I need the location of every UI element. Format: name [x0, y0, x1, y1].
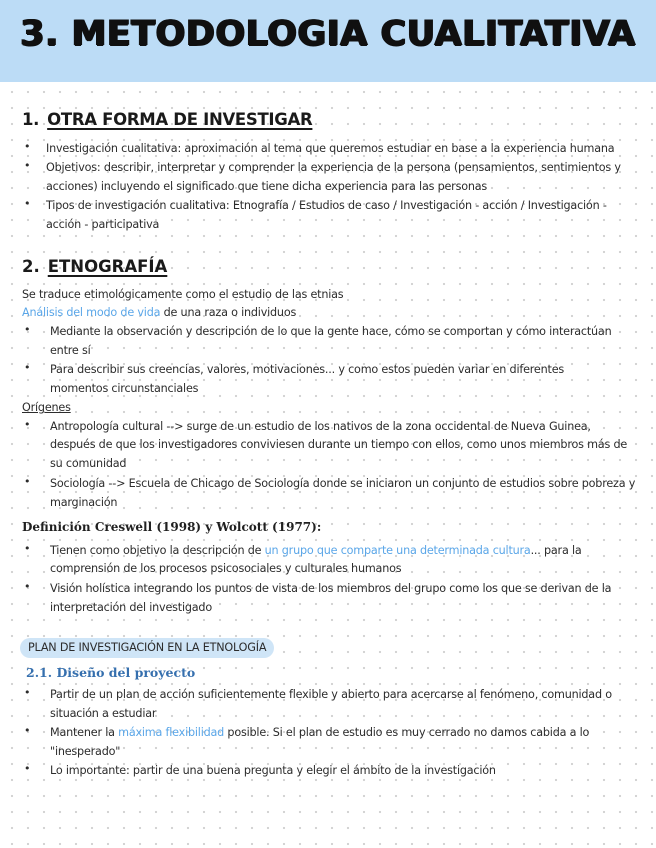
bullet-icon: •: [24, 475, 31, 488]
list-item-text: Mediante la observación y descripción de lo que la gente hace, cómo se comportan y cómo interactúan: [50, 325, 612, 338]
text-segment: ... para la: [530, 544, 582, 557]
list-item-text: entre sí: [50, 344, 91, 357]
bullet-icon: •: [24, 418, 31, 431]
text-segment: Tienen como objetivo la descripción de: [50, 544, 265, 557]
list-item-text: "inesperado": [50, 745, 121, 758]
text-segment: Mantener la: [50, 726, 119, 739]
bullet-icon: •: [24, 686, 31, 699]
section-title: ETNOGRAFÍA: [47, 257, 168, 276]
list-item-text: [50, 725, 589, 740]
list-item-text: Tipos de investigación cualitativa: Etnografía / Estudios de caso / Investigación - acción / Investigación -: [46, 199, 607, 212]
bullet-icon: •: [24, 361, 31, 374]
bullet-icon: •: [24, 140, 31, 153]
bullet-icon: •: [24, 542, 31, 555]
section-number: 1.: [22, 110, 40, 129]
highlight-text: un grupo que comparte una determinada cultura: [264, 544, 531, 557]
highlight-text: máxima flexibilidad: [118, 726, 225, 739]
section-heading-2: [22, 257, 167, 276]
origins-label: Orígenes: [22, 401, 71, 414]
bullet-icon: •: [24, 159, 31, 172]
list-item-text: momentos circunstanciales: [50, 382, 199, 395]
section-heading-1: [22, 110, 312, 129]
bullet-icon: •: [24, 323, 31, 336]
list-item-text: [50, 543, 582, 558]
list-item-text: Antropología cultural --> surge de un estudio de los nativos de la zona occidental de Nueva Guinea,: [50, 420, 591, 433]
section-number: 2.: [22, 257, 40, 276]
bullet-icon: •: [24, 762, 31, 775]
list-item-text: su comunidad: [50, 457, 127, 470]
list-item-text: acción - participativa: [46, 218, 160, 231]
list-item-text: después de que los investigadores conviviesen durante un tiempo con ellos, como unos miembros más de: [50, 438, 628, 451]
highlight-text: Análisis del modo de vida: [22, 306, 161, 319]
section-title: OTRA FORMA DE INVESTIGAR: [47, 110, 313, 129]
title-banner: [0, 0, 656, 82]
subsection-heading: 2.1. Diseño del proyecto: [26, 665, 196, 680]
list-item-text: interpretación del investigado: [50, 601, 212, 614]
list-item-text: situación a estudiar: [50, 707, 157, 720]
list-item-text: Para describir sus creencias, valores, motivaciones... y como estos pueden variar en diferentes: [50, 363, 565, 376]
list-item-text: Partir de un plan de acción suficientemente flexible y abierto para acercarse al fenómeno, comunidad o: [50, 688, 612, 701]
list-item-text: Investigación cualitativa: aproximación al tema que queremos estudiar en base a la experiencia humana: [46, 142, 615, 155]
list-item-text: marginación: [50, 496, 118, 509]
page-title: 3. METODOLOGIA CUALITATIVA: [20, 14, 636, 54]
list-item-text: Objetivos: describir, interpretar y comprender la experiencia de la persona (pensamientos, sentimientos y: [46, 161, 621, 174]
list-item-text: Visión holística integrando los puntos de vista de los miembros del grupo como los que se derivan de la: [50, 582, 612, 595]
definition-heading: Definición Creswell (1998) y Wolcott (1977):: [22, 520, 322, 534]
bullet-icon: •: [24, 580, 31, 593]
bullet-icon: •: [24, 724, 31, 737]
analysis-rest: de una raza o individuos: [160, 306, 297, 319]
analysis-line: [22, 305, 296, 320]
list-item-text: Lo importante: partir de una buena pregunta y elegir el ámbito de la investigación: [50, 764, 496, 777]
bullet-icon: •: [24, 197, 31, 210]
text-segment: posible. Si el plan de estudio es muy cerrado no damos cabida a lo: [224, 726, 590, 739]
list-item-text: Sociología --> Escuela de Chicago de Sociología donde se iniciaron un conjunto de estudios sobre pobreza y: [50, 477, 636, 490]
list-item-text: comprensión de los procesos psicosociales y culturales humanos: [50, 562, 402, 575]
list-item-text: acciones) incluyendo el significado que tiene dicha experiencia para las personas: [46, 180, 488, 193]
plan-label-pill: PLAN DE INVESTIGACIÓN EN LA ETNOLOGÍA: [20, 638, 274, 658]
intro-text: Se traduce etimológicamente como el estudio de las etnias: [22, 288, 344, 301]
